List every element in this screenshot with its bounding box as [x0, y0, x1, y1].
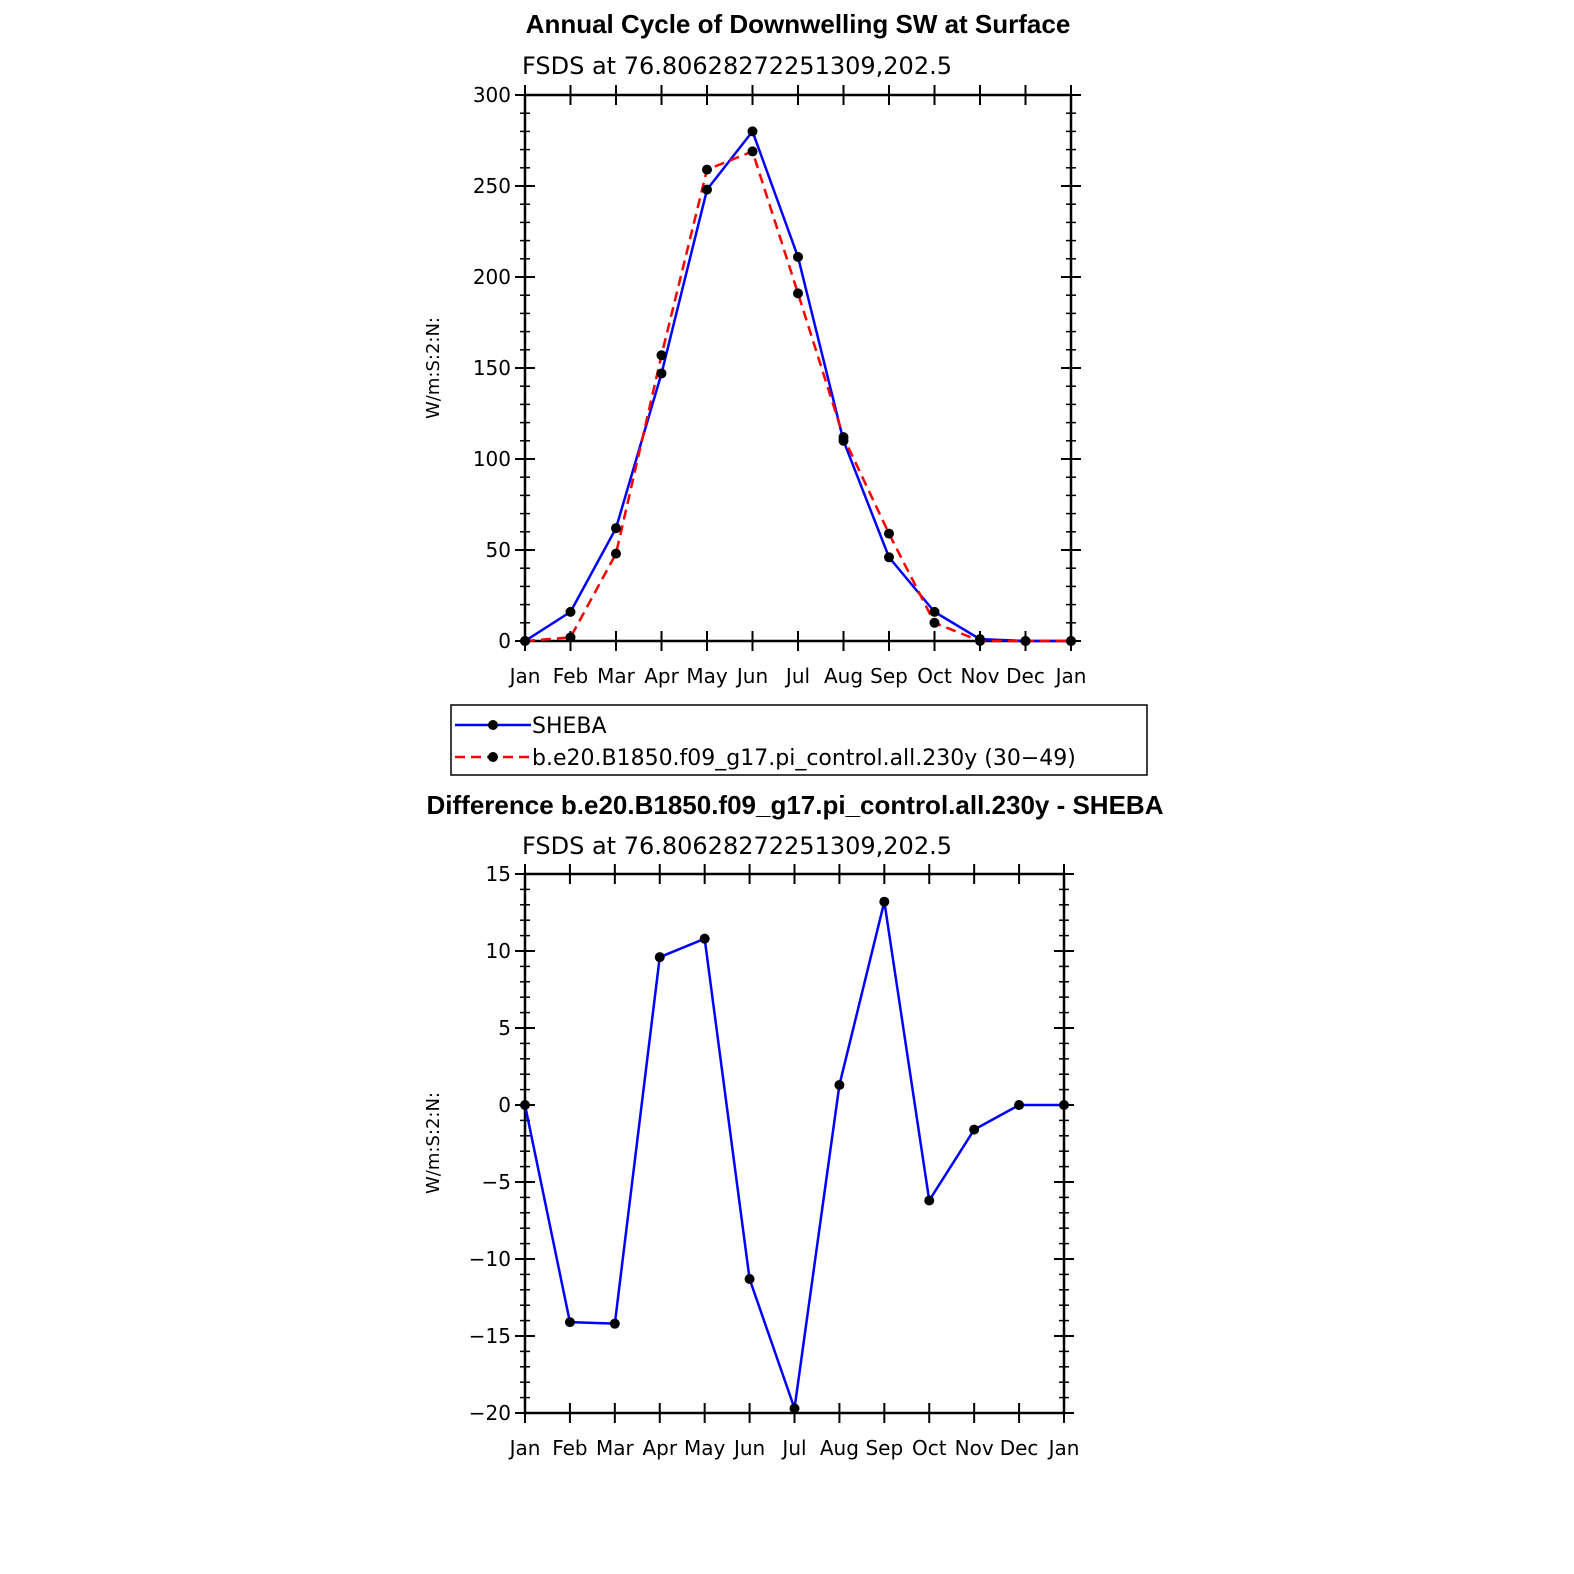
top-xtick-label: Jan: [509, 664, 541, 688]
top-xtick-label: Feb: [552, 664, 589, 688]
bottom-series-0-point: [1014, 1100, 1024, 1110]
top-ytick-label: 50: [485, 538, 511, 562]
top-series-0-point: [884, 552, 894, 562]
bottom-series-0-point: [879, 897, 889, 907]
top-series-1-point: [657, 350, 667, 360]
legend-marker-sheba: [488, 720, 498, 730]
top-series-line-0: [525, 131, 1071, 641]
legend-label-model: b.e20.B1850.f09_g17.pi_control.all.230y (30−49): [532, 746, 1076, 771]
bottom-ytick-label: −10: [468, 1247, 511, 1271]
top-xtick-label: May: [686, 664, 728, 688]
bottom-xtick-label: Dec: [999, 1436, 1039, 1460]
bottom-xtick-label: Oct: [911, 1436, 947, 1460]
bottom-xtick-label: Aug: [819, 1436, 859, 1460]
top-xtick-label: Nov: [960, 664, 1000, 688]
bottom-xtick-label: Apr: [642, 1436, 678, 1460]
top-series-1-point: [611, 549, 621, 559]
top-series-0-point: [702, 185, 712, 195]
bottom-series-0-point: [610, 1319, 620, 1329]
top-xtick-label: Jul: [785, 664, 811, 688]
top-xtick-label: Oct: [917, 664, 952, 688]
bottom-xtick-label: Jun: [733, 1436, 766, 1460]
bottom-xtick-label: Jul: [782, 1436, 807, 1460]
top-series-1-point: [930, 618, 940, 628]
bottom-series-0-point: [790, 1403, 800, 1413]
top-series-1-point: [884, 529, 894, 539]
bottom-series-0-point: [1059, 1100, 1069, 1110]
top-xtick-label: Aug: [823, 664, 864, 688]
bottom-ytick-label: −15: [468, 1324, 511, 1348]
bottom-xtick-label: Nov: [954, 1436, 994, 1460]
bottom-series-0-point: [565, 1317, 575, 1327]
top-series-0-point: [793, 252, 803, 262]
bottom-ytick-label: 0: [498, 1093, 511, 1117]
top-series-0-point: [657, 368, 667, 378]
bottom-ytick-label: 10: [485, 939, 511, 963]
bottom-plot-frame: [525, 874, 1064, 1413]
bottom-series-0-point: [745, 1274, 755, 1284]
bottom-ytick-label: −5: [481, 1170, 511, 1194]
top-series-line-1: [525, 151, 1071, 641]
top-xtick-label: Apr: [644, 664, 679, 688]
top-ytick-label: 250: [472, 174, 511, 198]
top-series-0-point: [930, 607, 940, 617]
bottom-xtick-label: Feb: [552, 1436, 588, 1460]
bottom-chart-axes: [469, 862, 1080, 1460]
top-plot-frame: [525, 95, 1071, 641]
top-series-0-point: [611, 523, 621, 533]
top-chart-series: [520, 126, 1076, 646]
top-ytick-label: 100: [472, 447, 511, 471]
bottom-chart-series: [520, 897, 1069, 1414]
top-series-1-point: [1066, 636, 1076, 646]
legend-marker-model: [488, 752, 498, 762]
top-series-1-point: [520, 636, 530, 646]
top-chart: [423, 9, 1086, 688]
top-series-1-point: [748, 146, 758, 156]
top-series-1-point: [793, 288, 803, 298]
top-ytick-label: 0: [498, 629, 511, 653]
bottom-xtick-label: Jan: [509, 1436, 541, 1460]
bottom-ytick-label: 5: [498, 1016, 511, 1040]
bottom-chart: [423, 790, 1164, 1460]
top-ytick-label: 200: [472, 265, 511, 289]
bottom-ytick-label: −20: [468, 1401, 511, 1425]
top-chart-ylabel: W/m:S:2:N:: [423, 317, 444, 419]
top-chart-title: Annual Cycle of Downwelling SW at Surface: [525, 9, 1071, 39]
bottom-series-0-point: [924, 1195, 934, 1205]
top-xtick-label: Mar: [597, 664, 635, 688]
top-ytick-label: 150: [472, 356, 511, 380]
bottom-chart-title: Difference b.e20.B1850.f09_g17.pi_control.all.230y - SHEBA: [426, 790, 1164, 820]
bottom-ytick-label: 15: [485, 862, 511, 886]
bottom-chart-ylabel: W/m:S:2:N:: [423, 1092, 444, 1194]
top-series-1-point: [839, 432, 849, 442]
bottom-series-0-point: [700, 934, 710, 944]
bottom-series-0-point: [969, 1125, 979, 1135]
legend-label-sheba: SHEBA: [532, 714, 607, 739]
legend: [451, 705, 1147, 775]
bottom-chart-subtitle: FSDS at 76.80628272251309,202.5: [522, 832, 952, 860]
top-xtick-label: Sep: [870, 664, 908, 688]
top-series-1-point: [1021, 636, 1031, 646]
top-chart-subtitle: FSDS at 76.80628272251309,202.5: [522, 52, 952, 80]
top-series-1-point: [702, 165, 712, 175]
top-series-0-point: [566, 607, 576, 617]
bottom-series-line-0: [525, 902, 1064, 1409]
top-xtick-label: Jan: [1055, 664, 1087, 688]
top-series-0-point: [748, 126, 758, 136]
bottom-xtick-label: Mar: [595, 1436, 634, 1460]
bottom-xtick-label: May: [683, 1436, 726, 1460]
top-series-1-point: [975, 636, 985, 646]
bottom-xtick-label: Sep: [865, 1436, 904, 1460]
top-ytick-label: 300: [472, 83, 511, 107]
bottom-series-0-point: [520, 1100, 530, 1110]
top-xtick-label: Jun: [736, 664, 769, 688]
top-xtick-label: Dec: [1006, 664, 1045, 688]
bottom-series-0-point: [834, 1080, 844, 1090]
bottom-xtick-label: Jan: [1048, 1436, 1080, 1460]
top-series-1-point: [566, 632, 576, 642]
top-chart-axes: [473, 83, 1087, 688]
bottom-series-0-point: [655, 952, 665, 962]
